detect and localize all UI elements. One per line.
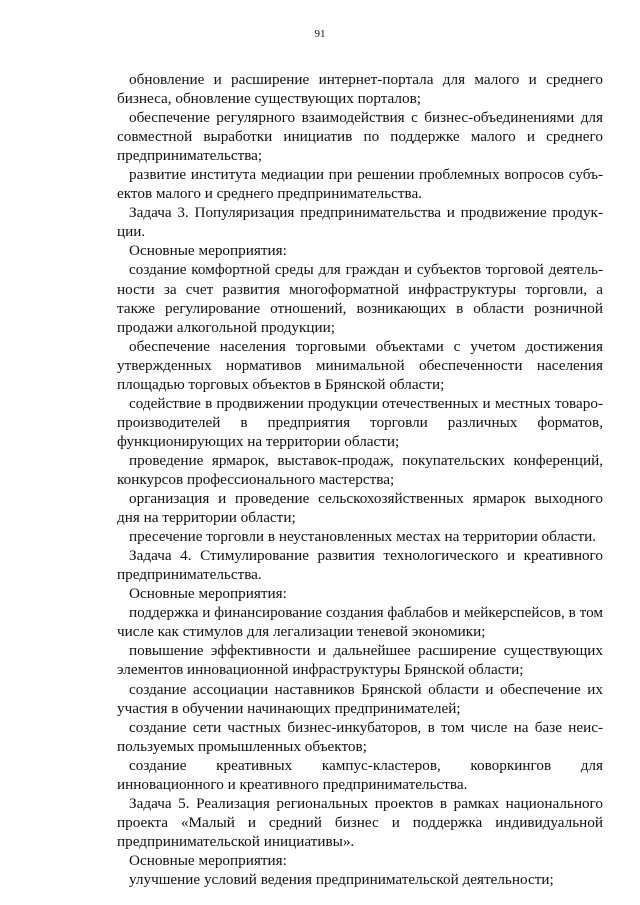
- section-label: Основные мероприятия:: [129, 585, 287, 603]
- task-heading: Задача 5. Реализация региональных проектов в рамках национального проекта «Малый и средний бизнес и поддержка индивидуальной предпринимательской инициативы».: [117, 794, 603, 850]
- paragraph: развитие института медиации при решении проблемных вопросов субъектов малого и среднего предпринимательства.: [117, 166, 603, 203]
- section-label: Основные мероприятия:: [129, 242, 287, 260]
- document-body: [117, 70, 603, 889]
- task-heading: Задача 3. Популяризация предпринимательства и продвижение продукции.: [117, 204, 603, 241]
- paragraph: содействие в продвижении продукции отечественных и местных товаропроизводителей в предприятия торговли различных форматов, функционирующих на территории области;: [117, 394, 603, 450]
- page-number: 91: [314, 28, 326, 40]
- paragraph: обеспечение населения торговыми объектами с учетом достижения утвержденных нормативов минимальной обеспеченности населения площадью торговых объектов в Брянской области;: [117, 337, 603, 393]
- paragraph: создание комфортной среды для граждан и субъектов торговой деятельности за счет развития многоформатной инфраструктуры торговли, а также регулирование отношений, возникающих в области розничной продажи алкогольной продукции;: [117, 261, 603, 336]
- paragraph: повышение эффективности и дальнейшее расширение существующих элементов инновационной инфраструктуры Брянской области;: [117, 642, 603, 679]
- paragraph: пресечение торговли в неустановленных местах на территории области.: [129, 528, 597, 546]
- paragraph: создание креативных кампус-кластеров, коворкингов для инновационного и креативного предпринимательства.: [117, 756, 603, 793]
- paragraph: создание сети частных бизнес-инкубаторов, в том числе на базе неиспользуемых промышленных объектов;: [117, 718, 603, 755]
- paragraph: проведение ярмарок, выставок-продаж, покупательских конференций, конкурсов профессионального мастерства;: [117, 451, 603, 488]
- paragraph: организация и проведение сельскохозяйственных ярмарок выходного дня на территории области;: [117, 490, 603, 527]
- task-heading: Задача 4. Стимулирование развития технологического и креативного предпринимательства.: [117, 547, 603, 584]
- paragraph: поддержка и финансирование создания фаблабов и мейкерспейсов, в том числе как стимулов для легализации теневой экономики;: [117, 604, 603, 641]
- paragraph: улучшение условий ведения предпринимательской деятельности;: [129, 870, 554, 888]
- paragraph: обеспечение регулярного взаимодействия с бизнес-объединениями для совместной выработки инициатив по поддержке малого и среднего предпринимательства;: [117, 109, 603, 165]
- paragraph: обновление и расширение интернет-портала для малого и среднего бизнеса, обновление существующих порталов;: [117, 71, 603, 108]
- paragraph: создание ассоциации наставников Брянской области и обеспечение их участия в обучении начинающих предпринимателей;: [117, 680, 603, 717]
- section-label: Основные мероприятия:: [129, 851, 287, 869]
